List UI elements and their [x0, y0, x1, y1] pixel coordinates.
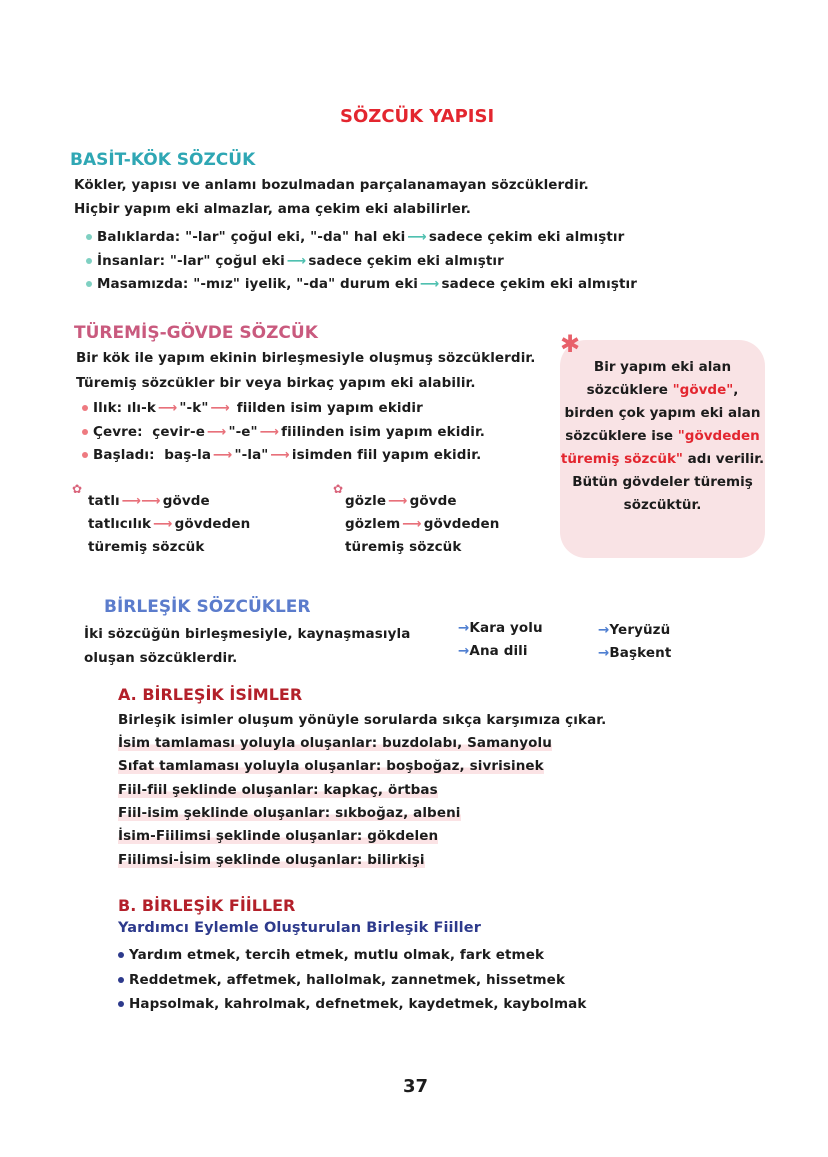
- turemis-bullet: Başladı: baş-la ⟶ "-la" ⟶ isimden fiil yapım ekidir.: [82, 447, 481, 463]
- page-title: SÖZCÜK YAPISI: [340, 106, 495, 127]
- arrow-icon: ⟶: [286, 253, 307, 269]
- compound-example: →Yeryüzü: [598, 622, 671, 638]
- flower-icon: ✿: [72, 482, 83, 496]
- basit-bullet: İnsanlar: "-lar" çoğul eki ⟶ sadece çekim eki almıştır: [86, 253, 504, 269]
- birlesik-heading: BİRLEŞİK SÖZCÜKLER: [104, 597, 311, 617]
- compound-example: →Ana dili: [458, 643, 528, 659]
- compound-example: →Kara yolu: [458, 620, 543, 636]
- fiiller-subheading: Yardımcı Eylemle Oluşturulan Birleşik Fiiller: [118, 920, 481, 936]
- turemis-line: Bir kök ile yapım ekinin birleşmesiyle oluşmuş sözcüklerdir.: [76, 350, 536, 366]
- star-icon: ✱: [560, 330, 581, 358]
- isimler-line: Birleşik isimler oluşum yönüyle sorularda sıkça karşımıza çıkar.: [118, 712, 607, 728]
- flower-icon: ✿: [333, 482, 344, 496]
- isimler-line: Fiilimsi-İsim şeklinde oluşanlar: bilirkişi: [118, 852, 425, 868]
- example-1: tatlı ⟶⟶ gövde tatlıcılık ⟶ gövdeden türemiş sözcük: [88, 493, 251, 555]
- compound-example: →Başkent: [598, 645, 672, 661]
- arrow-icon: ⟶: [407, 229, 427, 245]
- isimler-line: Fiil-isim şeklinde oluşanlar: sıkboğaz, albeni: [118, 805, 461, 821]
- isimler-line: İsim tamlaması yoluyla oluşanlar: buzdolabı, Samanyolu: [118, 735, 552, 751]
- example-2: gözle ⟶ gövde gözlem ⟶ gövdeden türemiş sözcük: [345, 493, 500, 555]
- basit-line: Kökler, yapısı ve anlamı bozulmadan parçalanamayan sözcüklerdir.: [74, 177, 589, 193]
- fiiller-bullet: Reddetmek, affetmek, hallolmak, zannetmek, hissetmek: [118, 972, 565, 988]
- fiiller-heading: B. BİRLEŞİK FİİLLER: [118, 896, 296, 915]
- isimler-line: İsim-Fiilimsi şeklinde oluşanlar: gökdelen: [118, 828, 439, 844]
- fiiller-bullet: Yardım etmek, tercih etmek, mutlu olmak, fark etmek: [118, 947, 544, 963]
- turemis-heading: TÜREMİŞ-GÖVDE SÖZCÜK: [74, 323, 318, 343]
- birlesik-line: İki sözcüğün birleşmesiyle, kaynaşmasıyla: [84, 626, 411, 642]
- basit-heading: BASİT-KÖK SÖZCÜK: [70, 150, 256, 170]
- fiiller-bullet: Hapsolmak, kahrolmak, defnetmek, kaydetmek, kaybolmak: [118, 996, 586, 1012]
- note-text: Bir yapım eki alan sözcüklere "gövde", birden çok yapım eki alan sözcüklere ise "gövdeden türemiş sözcük" adı verilir. Bütün gövdeler türemiş sözcüktür.: [560, 359, 765, 513]
- page-number: 37: [403, 1076, 429, 1097]
- isimler-line: Fiil-fiil şeklinde oluşanlar: kapkaç, örtbas: [118, 782, 438, 798]
- birlesik-line: oluşan sözcüklerdir.: [84, 650, 238, 666]
- basit-bullet: Masamızda: "-mız" iyelik, "-da" durum eki ⟶ sadece çekim eki almıştır: [86, 276, 637, 292]
- arrow-icon: ⟶: [420, 276, 440, 292]
- isimler-heading: A. BİRLEŞİK İSİMLER: [118, 685, 303, 704]
- turemis-bullet: Ilık: ılı-k ⟶ "-k" ⟶ fiilden isim yapım ekidir: [82, 400, 423, 416]
- basit-bullet: Balıklarda: "-lar" çoğul eki, "-da" hal eki ⟶ sadece çekim eki almıştır: [86, 229, 624, 245]
- basit-line: Hiçbir yapım eki almazlar, ama çekim eki alabilirler.: [74, 201, 471, 217]
- isimler-line: Sıfat tamlaması yoluyla oluşanlar: boşboğaz, sivrisinek: [118, 758, 544, 774]
- turemis-line: Türemiş sözcükler bir veya birkaç yapım eki alabilir.: [76, 375, 476, 391]
- turemis-bullet: Çevre: çevir-e ⟶ "-e" ⟶ fiilinden isim yapım ekidir.: [82, 424, 485, 440]
